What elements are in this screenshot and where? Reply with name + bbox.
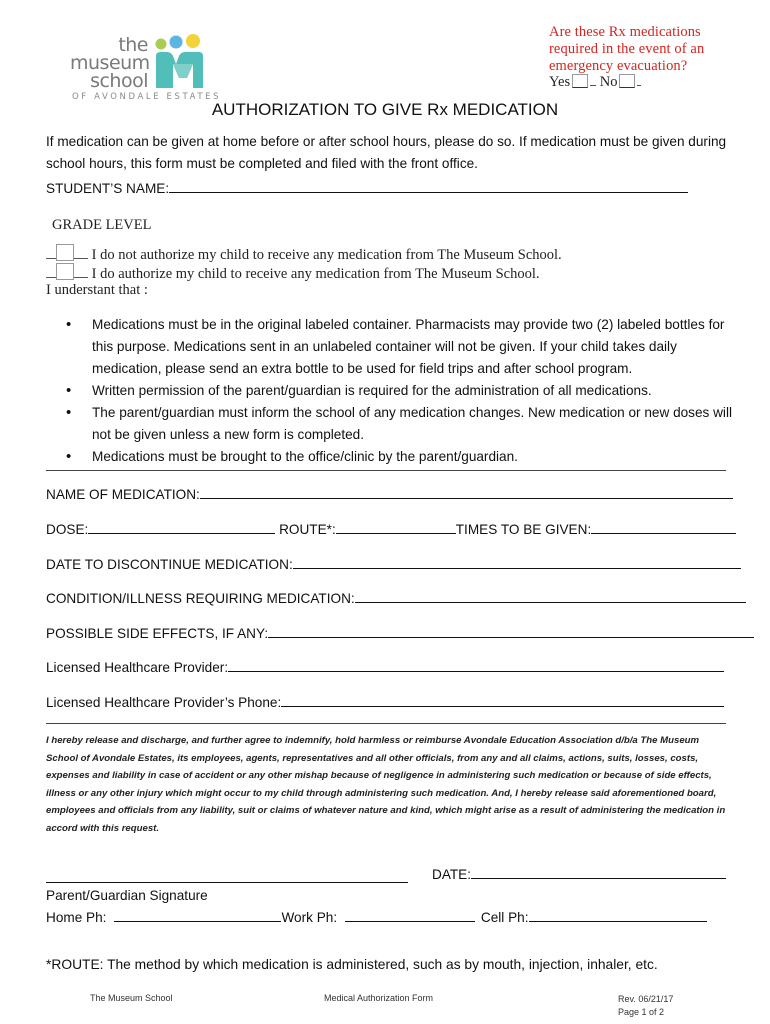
condition-row xyxy=(46,591,746,606)
logo-line-the: the xyxy=(118,34,148,56)
grade-level-label: GRADE LEVEL xyxy=(52,217,152,233)
list-item: • Written permission of the parent/guardian is required for the administration of all medications. xyxy=(66,380,736,402)
footer-page: Page 1 of 2 xyxy=(618,1007,665,1017)
divider xyxy=(46,723,726,724)
discontinue-row xyxy=(46,557,741,572)
evacuation-yes-checkbox[interactable] xyxy=(572,74,588,88)
list-item: • Medications must be brought to the office/clinic by the parent/guardian. xyxy=(66,446,736,468)
intro-paragraph: If medication can be given at home before or after school hours, please do so. If medication must be given during school hours, this form must be completed and filed with the front office. xyxy=(46,134,727,171)
evacuation-yes-label: Yes xyxy=(549,74,571,90)
evacuation-question: Are these Rx medications required in the event of an emergency evacuation? xyxy=(549,24,705,74)
student-name-row xyxy=(46,181,688,196)
provider-phone-row xyxy=(46,695,724,710)
provider-field[interactable] xyxy=(228,670,724,672)
dose-label: DOSE: xyxy=(46,522,89,537)
dose-field[interactable] xyxy=(88,532,275,534)
side-effects-field[interactable] xyxy=(268,636,754,638)
cell-phone-field[interactable] xyxy=(529,920,707,922)
dose-route-times-row xyxy=(46,522,736,537)
times-label: TIMES TO BE GIVEN: xyxy=(455,522,592,537)
logo-line-school: school xyxy=(90,70,148,92)
divider xyxy=(46,470,726,471)
provider-phone-field[interactable] xyxy=(281,705,724,707)
logo-line-museum: museum xyxy=(70,52,150,74)
authorization-option-do xyxy=(46,263,540,283)
cell-phone-label: Cell Ph: xyxy=(480,910,529,925)
work-phone-field[interactable] xyxy=(345,920,475,922)
side-effects-label: POSSIBLE SIDE EFFECTS, IF ANY: xyxy=(46,626,269,641)
student-name-field[interactable] xyxy=(169,191,688,193)
list-item: • Medications must be in the original labeled container. Pharmacists may provide two (2) labeled bottles for this purpose. Medications sent in an unlabeled container will not be given. If your child takes daily medication, please send an extra bottle to be used for field trips and after school program. xyxy=(66,314,736,380)
footer-rev: Rev. 06/21/17 xyxy=(618,994,674,1004)
signature-label: Parent/Guardian Signature xyxy=(46,888,208,903)
footer-revision xyxy=(618,993,673,1019)
condition-field[interactable] xyxy=(355,601,746,603)
do-not-authorize-checkbox[interactable] xyxy=(56,244,74,261)
medication-name-field[interactable] xyxy=(200,497,733,499)
do-authorize-text: I do authorize my child to receive any medication from The Museum School. xyxy=(91,266,540,282)
date-row xyxy=(432,867,726,882)
evacuation-yes-no xyxy=(549,74,641,91)
logo-wordmark xyxy=(70,36,148,90)
requirements-list xyxy=(66,314,736,468)
condition-label: CONDITION/ILLNESS REQUIRING MEDICATION: xyxy=(46,591,355,606)
medication-name-label: NAME OF MEDICATION: xyxy=(46,487,200,502)
evacuation-no-checkbox[interactable] xyxy=(619,74,635,88)
times-field[interactable] xyxy=(591,532,736,534)
work-phone-label: Work Ph: xyxy=(281,910,338,925)
provider-label: Licensed Healthcare Provider: xyxy=(46,660,229,675)
do-authorize-checkbox[interactable] xyxy=(56,263,74,280)
logo-subtitle: OF AVONDALE ESTATES xyxy=(72,92,222,102)
museum-school-logo-icon xyxy=(153,34,205,90)
provider-phone-label: Licensed Healthcare Provider’s Phone: xyxy=(46,695,282,710)
route-note: *ROUTE: The method by which medication is administered, such as by mouth, injection, inhaler, etc. xyxy=(46,957,658,972)
home-phone-field[interactable] xyxy=(114,920,281,922)
medication-name-row xyxy=(46,487,733,502)
phones-row xyxy=(46,910,707,925)
authorization-option-not xyxy=(46,244,562,264)
provider-row xyxy=(46,660,724,675)
route-field[interactable] xyxy=(336,532,456,534)
date-label: DATE: xyxy=(432,867,472,882)
release-paragraph: I hereby release and discharge, and further agree to indemnify, hold harmless or reimburse Avondale Education Association d/b/a The Museum School of Avondale Estates, its employees, agents, representatives and all other officials, from any and all claims, actions, suits, losses, costs, expenses and liability in case of accident or any other mishap because of negligence in administering such medication or because of side effects, illness or any other injury which might occur to my child through administering such medication. And, I hereby release said aforementioned board, employees and officials from any liability, suit or claims of whatever nature and kind, which might arise as a result of administering the medication in accord with this request. xyxy=(46,735,726,834)
route-label: ROUTE*: xyxy=(279,522,336,537)
footer-form-name: Medical Authorization Form xyxy=(324,993,434,1003)
signature-line[interactable] xyxy=(46,882,408,883)
list-item: • The parent/guardian must inform the school of any medication changes. New medication or new doses will not be given unless a new form is completed. xyxy=(66,402,736,446)
date-field[interactable] xyxy=(471,877,726,879)
discontinue-label: DATE TO DISCONTINUE MEDICATION: xyxy=(46,557,293,572)
home-phone-label: Home Ph: xyxy=(46,910,107,925)
discontinue-field[interactable] xyxy=(293,567,741,569)
student-name-label: STUDENT’S NAME: xyxy=(46,181,170,196)
understand-text: I understant that : xyxy=(46,282,148,298)
page-title: AUTHORIZATION TO GIVE Rx MEDICATION xyxy=(211,100,559,119)
side-effects-row xyxy=(46,626,754,641)
evacuation-no-label: No xyxy=(599,74,618,90)
do-not-authorize-text: I do not authorize my child to receive any medication from The Museum School. xyxy=(91,247,562,263)
footer-school: The Museum School xyxy=(90,993,173,1003)
